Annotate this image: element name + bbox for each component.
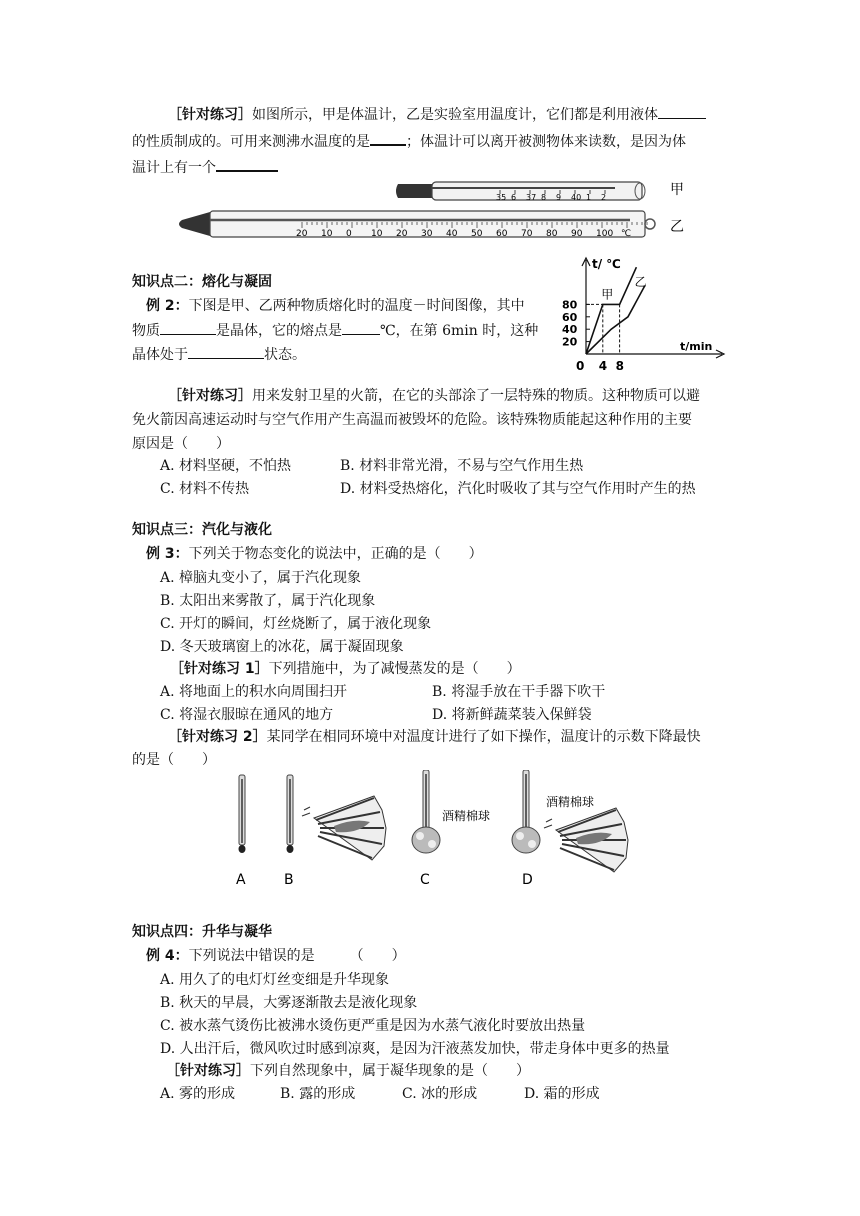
thermometer-a (239, 775, 246, 853)
yi-scale-label: 40 (446, 229, 458, 239)
yi-scale-label: 0 (346, 229, 352, 239)
practice-text: 下列自然现象中，属于凝华现象的是（ ） (250, 1063, 530, 1079)
clinical-thermometer (396, 182, 645, 202)
answer-blank[interactable] (370, 130, 406, 146)
example-line (146, 946, 406, 966)
practice-line (168, 386, 700, 406)
option-d[interactable]: D. 将新鲜蔬菜装入保鲜袋 (432, 707, 592, 723)
answer-blank[interactable] (216, 156, 278, 172)
jia-scale-label: 1 (586, 193, 592, 202)
practice-text: 温计上有一个 (132, 160, 216, 176)
yi-scale-label: 70 (521, 229, 533, 239)
example-line (146, 544, 483, 564)
fan-icon (314, 796, 386, 860)
yi-scale-label: 50 (471, 229, 483, 239)
yi-scale-label: 20 (296, 229, 308, 239)
option-c[interactable]: C. 冰的形成 (402, 1086, 478, 1102)
option-d[interactable]: D. 霜的形成 (524, 1086, 600, 1102)
answer-blank[interactable] (342, 320, 380, 335)
practice-text: 用来发射卫星的火箭，在它的头部涂了一层特殊的物质。这种物质可以避 (252, 388, 700, 404)
practice-text: 的是（ ） (132, 752, 216, 768)
option-c[interactable]: C. 被水蒸气烫伤比被沸水烫伤更严重是因为水蒸气液化时要放出热量 (160, 1018, 586, 1034)
example-line (132, 344, 306, 365)
example-label: 例 4： (146, 948, 189, 964)
x-tick-label: 8 (615, 359, 624, 373)
option-d[interactable]: D. 冬天玻璃窗上的冰花，属于凝固现象 (160, 639, 404, 655)
answer-blank[interactable] (160, 320, 216, 335)
section-heading: 知识点四：升华与凝华 (132, 924, 272, 940)
label-yi: 乙 (670, 219, 684, 235)
jia-scale-label: 6 (511, 193, 517, 202)
example-label: 例 3： (146, 546, 189, 562)
evaporation-figure (220, 770, 650, 890)
y-tick-label: 20 (562, 335, 578, 349)
label-jia: 甲 (670, 182, 684, 198)
option-b[interactable]: B. 太阳出来雾散了，属于汽化现象 (160, 593, 376, 609)
option-c[interactable]: C. 材料不传热 (160, 481, 250, 497)
fig-label-a: A (236, 872, 246, 888)
example-line (146, 296, 525, 316)
option-a[interactable]: A. 将地面上的积水向周围扫开 (160, 684, 348, 700)
practice-text: 某同学在相同环境中对温度计进行了如下操作，温度计的示数下降最快 (266, 729, 701, 745)
jia-scale-label: 40 (571, 193, 582, 202)
example-line (132, 320, 538, 341)
example-text: 下图是甲、乙两种物质熔化时的温度－时间图像，其中 (188, 298, 525, 314)
example-text: 物质 (132, 323, 160, 339)
x-axis-label: t/min (680, 340, 713, 353)
practice-line (132, 130, 686, 152)
yi-scale-label: 20 (396, 229, 408, 239)
yi-scale-label: 100 (596, 229, 614, 239)
y-tick-label: 60 (562, 310, 578, 324)
option-d[interactable]: D. 人出汗后，微风吹过时感到凉爽，是因为汗液蒸发加快，带走身体中更多的热量 (160, 1041, 670, 1057)
fan-icon (556, 808, 628, 872)
section-heading: 知识点三：汽化与液化 (132, 522, 272, 538)
jia-scale-label: 2 (601, 193, 607, 202)
y-tick-label: 80 (562, 298, 578, 312)
series-label-yi: 乙 (634, 274, 647, 289)
example-text: 状态。 (264, 347, 306, 363)
practice-text: ；体温计可以离开被测物体来读数，是因为体 (406, 134, 686, 150)
jia-scale-label: 35 (496, 193, 507, 202)
answer-blank[interactable] (658, 104, 706, 119)
option-b[interactable]: B. 材料非常光滑，不易与空气作用生热 (340, 458, 584, 474)
yi-scale-label: 30 (421, 229, 433, 239)
practice-line (166, 1061, 530, 1081)
yi-scale-label: 90 (571, 229, 583, 239)
option-b[interactable]: B. 秋天的早晨，大雾逐渐散去是液化现象 (160, 995, 418, 1011)
practice-text: 的性质制成的。可用来测沸水温度的是 (132, 134, 370, 150)
cotton-label-c: 酒精棉球 (442, 809, 491, 823)
yi-scale-label: 60 (496, 229, 508, 239)
example-text: 是晶体，它的熔点是 (216, 323, 342, 339)
practice-line (168, 727, 701, 747)
jia-scale-label: 37 (526, 193, 537, 202)
fig-label-d: D (522, 872, 533, 888)
example-text: 晶体处于 (132, 347, 188, 363)
series-line-2 (586, 286, 645, 354)
answer-blank[interactable] (188, 344, 264, 359)
option-a[interactable]: A. 樟脑丸变小了，属于汽化现象 (160, 570, 362, 586)
practice-tag: ［针对练习］ (168, 388, 252, 404)
option-a[interactable]: A. 用久了的电灯灯丝变细是升华现象 (160, 972, 390, 988)
series-label-jia: 甲 (601, 287, 614, 302)
option-c[interactable]: C. 开灯的瞬间，灯丝烧断了，属于液化现象 (160, 616, 432, 632)
thermometer-figure (170, 176, 690, 246)
option-d[interactable]: D. 材料受热熔化，汽化时吸收了其与空气作用时产生的热 (340, 481, 696, 497)
x-tick-label: 4 (598, 359, 608, 373)
fig-label-b: B (284, 872, 294, 888)
section-heading: 知识点二：熔化与凝固 (132, 274, 272, 290)
option-a[interactable]: A. 材料坚硬，不怕热 (160, 458, 292, 474)
practice-text: 原因是（ ） (132, 436, 230, 452)
thermometer-b (287, 775, 294, 853)
series-line-1 (586, 267, 636, 354)
jia-scale-label: 8 (541, 193, 547, 202)
yi-scale-label: 80 (546, 229, 558, 239)
practice-tag: ［针对练习］ (168, 107, 252, 123)
y-tick-label: 40 (562, 323, 578, 337)
practice-line (170, 659, 521, 679)
practice-tag: ［针对练习 1］ (170, 661, 269, 677)
option-a[interactable]: A. 雾的形成 (160, 1086, 236, 1102)
melting-chart (556, 252, 728, 380)
yi-scale-label: ℃ (621, 229, 632, 239)
yi-scale-label: 10 (321, 229, 333, 239)
practice-line (132, 156, 278, 178)
example-text: ℃，在第 6min 时，这种 (380, 323, 539, 339)
lab-thermometer (179, 211, 655, 239)
cotton-label-d: 酒精棉球 (546, 795, 595, 809)
option-b[interactable]: B. 将湿手放在干手器下吹干 (432, 684, 606, 700)
option-c[interactable]: C. 将湿衣服晾在通风的地方 (160, 707, 334, 723)
example-text: 下列说法中错误的是 （ ） (188, 948, 406, 964)
example-label: 例 2： (146, 298, 189, 314)
practice-line (168, 104, 706, 125)
practice-tag: ［针对练习 2］ (168, 729, 267, 745)
practice-text: 下列措施中，为了减慢蒸发的是（ ） (268, 661, 521, 677)
option-b[interactable]: B. 露的形成 (280, 1086, 356, 1102)
practice-tag: ［针对练习］ (166, 1063, 250, 1079)
origin-label: 0 (576, 359, 585, 373)
yi-scale-label: 10 (371, 229, 383, 239)
practice-text: 免火箭因高速运动时与空气作用产生高温而被毁坏的危险。该特殊物质能起这种作用的主要 (132, 412, 692, 428)
example-text: 下列关于物态变化的说法中，正确的是（ ） (188, 546, 483, 562)
y-axis-label: t/ ℃ (592, 257, 621, 271)
fig-label-c: C (420, 872, 430, 888)
jia-scale-label: 9 (556, 193, 562, 202)
practice-text: 如图所示，甲是体温计，乙是实验室用温度计，它们都是利用液体 (252, 107, 658, 123)
